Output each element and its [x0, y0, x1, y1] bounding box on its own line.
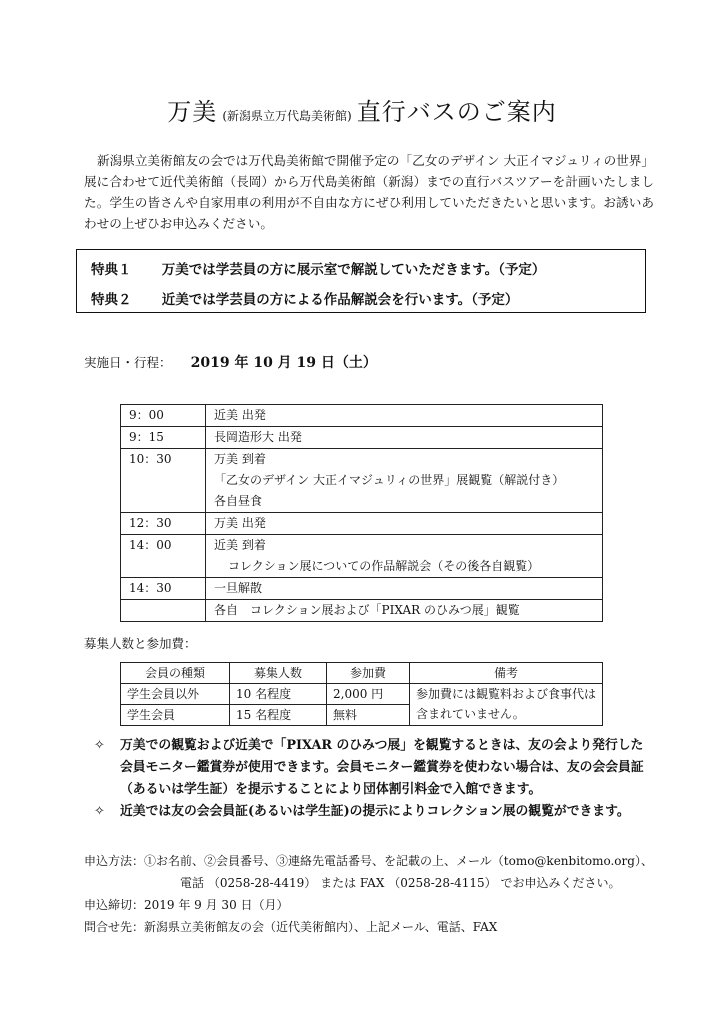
- date-value: 2019 年 10 月 19 日（土）: [190, 355, 377, 371]
- fee-note: 参加費には観覧料および食事代は含まれていません。: [410, 684, 603, 726]
- fee-table: [120, 662, 603, 726]
- table-row: [121, 535, 603, 578]
- benefit-2: [91, 288, 518, 308]
- schedule-line: 万美 到着: [214, 452, 266, 466]
- member-type: 学生会員: [121, 705, 230, 726]
- title-main-right: 直行バスのご案内: [356, 98, 557, 126]
- sparkle-bullet-icon: ✧: [94, 738, 105, 753]
- column-header: 備考: [410, 663, 603, 684]
- benefit-text: 近美では学芸員の方による作品解説会を行います。（予定）: [161, 292, 519, 308]
- member-fee: 無料: [327, 705, 410, 726]
- note-item: [94, 735, 654, 801]
- title-subtitle: (新潟県立万代島美術館): [222, 109, 352, 123]
- table-row: [121, 427, 603, 449]
- schedule-line: 近美 到着: [214, 538, 266, 552]
- note-text: 万美での観覧および近美で「PIXAR のひみつ展」を観覧するときは、友の会より発行した会員モニター鑑賞券が使用できます。会員モニター鑑賞券を使わない場合は、友の会会員証（あるいは学生証）を提示することにより団体割引料金で入館できます。: [120, 738, 644, 797]
- benefit-tag: 特典１: [91, 262, 132, 278]
- schedule-time: 9：15: [121, 427, 206, 449]
- date-label: 実施日・行程：: [84, 355, 172, 370]
- date-line: [84, 352, 377, 372]
- table-row: [121, 600, 603, 622]
- note-text: 近美では友の会会員証(あるいは学生証)の提示によりコレクション展の観覧ができます。: [120, 804, 630, 819]
- apply-contact: 問合せ先：新潟県立美術館友の会（近代美術館内）、上記メール、電話、FAX: [84, 920, 498, 934]
- member-fee: 2,000 円: [327, 684, 410, 705]
- schedule-item: 万美 出発: [206, 513, 603, 535]
- benefit-1: [91, 258, 545, 278]
- schedule-item: 近美 出発: [206, 405, 603, 427]
- benefits-box: [76, 249, 646, 313]
- schedule-line: 「乙女のデザイン 大正イマジュリィの世界」展観覧（解説付き）: [214, 473, 565, 487]
- apply-method-line: ①お名前、②会員番号、③連絡先電話番号、を記載の上、メール（tomo@kenbitomo.org）、: [144, 854, 653, 868]
- schedule-time: [121, 600, 206, 622]
- schedule-time: 12：30: [121, 513, 206, 535]
- apply-method-label: 申込方法：: [84, 854, 145, 868]
- application-info: [84, 850, 664, 938]
- apply-method: [84, 850, 664, 872]
- benefit-text: 万美では学芸員の方に展示室で解説していただきます。（予定）: [161, 262, 546, 278]
- title-main-left: 万美: [167, 98, 218, 126]
- schedule-item: [206, 535, 603, 578]
- member-count: 10 名程度: [230, 684, 327, 705]
- schedule-item: 長岡造形大 出発: [206, 427, 603, 449]
- apply-deadline: 申込締切：2019 年 9 月 30 日（月）: [84, 898, 289, 912]
- table-row: [121, 513, 603, 535]
- table-row: [121, 684, 603, 705]
- table-header-row: [121, 663, 603, 684]
- table-row: [121, 449, 603, 513]
- schedule-time: 14：30: [121, 578, 206, 600]
- column-header: 参加費: [327, 663, 410, 684]
- schedule-item: 各自 コレクション展および「PIXAR のひみつ展」観覧: [206, 600, 603, 622]
- notes-list: [94, 735, 654, 823]
- apply-method-cont: 電話 （0258-28-4419） または FAX （0258-28-4115） でお申込みください。: [180, 876, 621, 890]
- column-header: 募集人数: [230, 663, 327, 684]
- intro-paragraph: 新潟県立美術館友の会では万代島美術館で開催予定の「乙女のデザイン 大正イマジュリィの世界」展に合わせて近代美術館（長岡）から万代島美術館（新潟）までの直行バスツアーを計画いたしました。学生の皆さんや自家用車の利用が不自由な方にぜひ利用していただきたいと思います。お誘いあわせの上ぜひお申込みください。: [84, 153, 654, 231]
- page-title: [0, 92, 724, 127]
- schedule-item: [206, 449, 603, 513]
- member-type: 学生会員以外: [121, 684, 230, 705]
- schedule-table: [120, 404, 603, 622]
- schedule-item: 一旦解散: [206, 578, 603, 600]
- schedule-line: 各自昼食: [214, 494, 263, 508]
- benefit-tag: 特典２: [91, 292, 132, 308]
- schedule-time: 9：00: [121, 405, 206, 427]
- column-header: 会員の種類: [121, 663, 230, 684]
- schedule-line: コレクション展についての作品解説会（その後各自観覧）: [228, 559, 540, 573]
- schedule-time: 14：00: [121, 535, 206, 578]
- note-item: [94, 801, 654, 823]
- table-row: [121, 405, 603, 427]
- member-count: 15 名程度: [230, 705, 327, 726]
- sparkle-bullet-icon: ✧: [94, 804, 105, 819]
- schedule-time: 10：30: [121, 449, 206, 513]
- table-row: [121, 578, 603, 600]
- fees-label: 募集人数と参加費：: [84, 636, 197, 651]
